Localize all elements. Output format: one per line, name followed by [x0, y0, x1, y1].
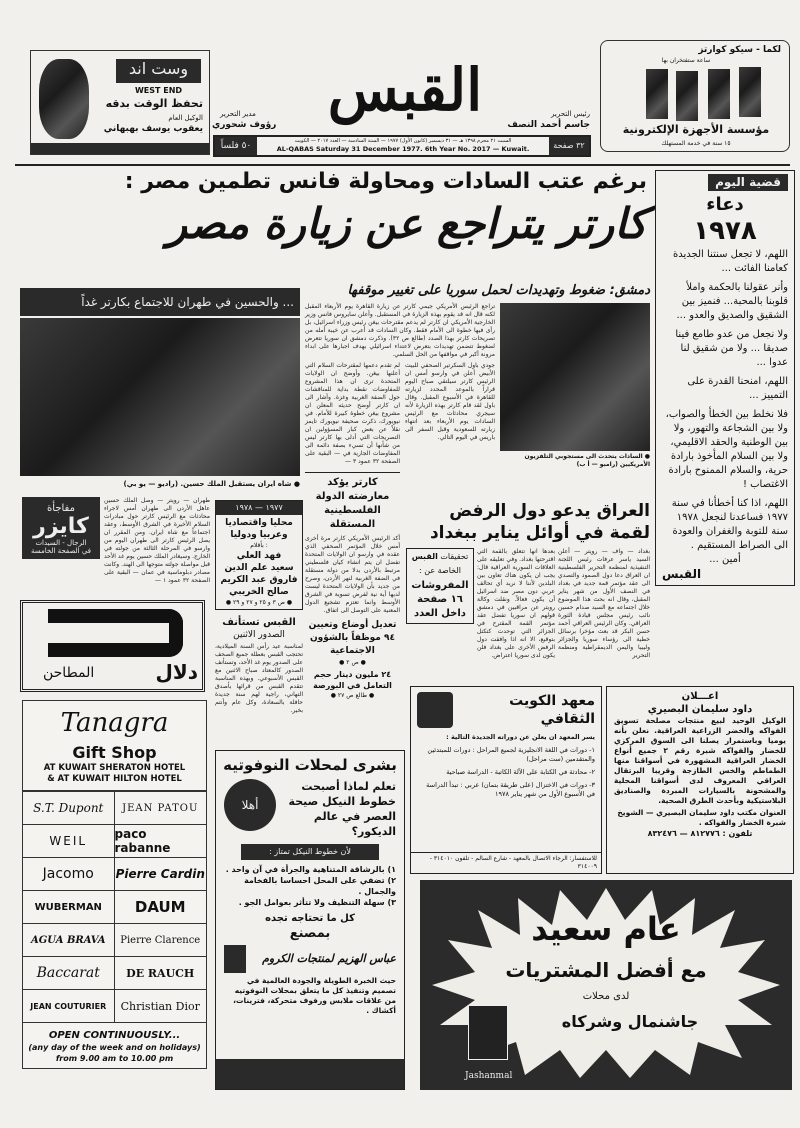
brand-dupont: S.T. Dupont	[23, 791, 115, 824]
notice-name: داود سليمان البصيري	[647, 704, 753, 715]
crown-logo	[224, 945, 246, 973]
today-para: اللهم، اذا كنا أخطأنا في سنة ١٩٧٧ فساعدنا لنجعل ١٩٧٨ سنة للتوبة والغفران والعودة الى الصراط المستقيم .	[671, 498, 788, 551]
dallal-brand: دلال	[155, 660, 198, 684]
editor-in-chief-label: رئيس التحرير	[551, 110, 590, 118]
novotei-point: ٣) سهلة التنظيف ولا تتأثر بعوامل الجو .	[238, 898, 396, 907]
ad-novotei	[215, 750, 405, 1090]
watch-image	[39, 59, 89, 139]
novotei-point: ٢) تضفي على المحل احساسا بالفخامة والجمال .	[244, 876, 396, 896]
shah-hussein-photo	[20, 318, 300, 476]
today-para: وأنر عقولنا بالحكمة واملأ قلوبنا بالمحبة... فنميز بين الشقيق والصديق والعدو ...	[676, 282, 788, 321]
lead-head-block	[15, 168, 647, 252]
date-bar	[213, 135, 591, 157]
institute-intro: يسر المعهد ان يعلن عن دوراته الجديدة التالية :	[446, 733, 595, 741]
price: ٥٠ فلساً	[215, 137, 257, 155]
institute-item: ١- دورات في اللغة الانجليزية لجميع المراحل : دورات للمبتدئين والمتقدمين (ست مراحل)	[427, 746, 595, 763]
ad-kaiser	[22, 497, 100, 559]
review-author: فاروق عبد الكريم	[220, 575, 298, 585]
novotei-question: تعلم لماذا أصبحت خطوط النيكل صيحة العصر في عالم الديكور؟	[288, 780, 396, 838]
brief-ref: ● ص ٢ ●	[339, 659, 366, 666]
sadat-caption: ● السادات يتحدث الى مستجوبي التلفزيون الأمريكيين (رامبو — أ ب)	[524, 453, 650, 468]
hours-1: OPEN CONTINUOUSLY...	[23, 1022, 206, 1042]
iraq-body-1: بغداد — واف — رويتر — أعلن السيد ياسر عرفات رئيس اللجنة التنفيذية لمنظمة التحرير الفلسطينية ان العراق دعا دول الصمود والتصدي الى عقد مؤتمر قمة جديد في بغداد في النصف الأول من شهر يناير المقبل، وقال انه بحث هذا الموضوع خلال اجتماعه مع السيد صدام حسين نائب رئيس مجلس قيادة الثورة العراقي. وكان الرئيس العراقي أحمد حسن البكر قد بعث مؤخرا برسائل خطية الى رؤساء سوريا والجزائر وليبيا واليمن الديمقراطية ومنظمة التحرير	[558, 548, 650, 659]
novotei-factory-row	[216, 942, 404, 973]
brand-jean-patou: JEAN PATOU	[115, 791, 207, 824]
label: تحقيقات	[440, 552, 469, 561]
hussein-caption: ● شاه ايران يستقبل الملك حسين. (راديو — يو بي)	[123, 480, 300, 488]
seiko-tagline: ١٥ سنة في خدمة المستهلك	[661, 140, 731, 147]
date-en: AL-QABAS Saturday 31 December 1977. 6th Year No. 2017 — Kuwait.	[276, 145, 530, 153]
notice-phone: تلفون : ٨١٢٧٧٦ — ٨٣٢٤٧٦	[647, 829, 753, 838]
today-signature: القبس	[662, 567, 702, 581]
iraq-headline-2: لقمة في أوائل يناير ببغداد	[429, 523, 650, 543]
lead-body-3: لم تقدم دعمها لمقترحات السلام التي أعلنها بيغن. وأوضح ان الولايات المتحدة ترى ان هذا المشروع للمفاوضات نقطة بداية للمناقشات حول الضفة الغربية وغزة. وأشار الى ان كارتر أوضح حديثه المعلن ان مشروع بيغن خطوة كبيرة للأمام. في نيويورك، ذكرت صحيفة نيويورك تايمز نقلاً عن بعض كبار المسؤولين ان التصريحات التي أدلى بها كارتر ليس من شأنها أن تسيء بصفة دائمة الى المفاوضات الجارية في — البقية على الصفحة ٣٢ عمود ٣ —	[305, 362, 400, 465]
iraq-block	[405, 500, 650, 660]
notice-address: العنوان مكتب داود سليمان البصيري — الشويخ شبرة الخضار والفواكه .	[617, 808, 786, 827]
novotei-question-row	[216, 775, 404, 839]
jashanmal-at: لدى محلات	[582, 991, 630, 1002]
ad-dallal	[20, 600, 205, 692]
sadat-photo	[500, 303, 650, 451]
hussein-banner: ... والحسين في طهران للاجتماع بكارتر غداً	[20, 288, 300, 316]
institute-item: ٢- محادثة في الكتابة على الآلة الكاتبة - الدراسة صباحية	[446, 768, 595, 776]
brand-weil: WEIL	[23, 824, 115, 857]
contact-bar	[31, 143, 209, 154]
brand-pierre-clarence: Pierre Clarence	[115, 923, 207, 956]
review-author: فهد العلي	[236, 551, 282, 561]
institute-logo	[417, 692, 453, 728]
brand-agua-brava: AGUA BRAVA	[23, 923, 115, 956]
jashanmal-subtitle: مع أفضل المشتريات	[505, 958, 707, 982]
watch-image	[676, 71, 698, 121]
seiko-title: لكما - سيكو كوارتز	[698, 45, 781, 55]
lead-body-1: تراجع الرئيس الأمريكي جيمي كارتر عن زيارة القاهرة يوم الأربعاء المقبل لكنه قال انه قد يقوم بهذه الزيارة في المستقبل. وأعلن سايروس فانس وزير الخارجية الأمريكي ان كارتر لم يدعم مقترحات بيغن رئيس وزراء اسرائيل، بل رأى فيها خطوة الى الأمام فقط. وكان السادات قد أعرب عن خيبة أمله من تصريحات كارتر بهذا الصدد (طالع ص ٣٢). وذكرت دمشق ان سوريا تتعرض لضغوط تتضمن تهديدات بتعرض لاعتداء اسرائيلي بهدف اجبارها على ابداء مرونة أكبر في مواقفها من الحل السلمي.	[305, 303, 495, 358]
lead-kicker: برغم عتب السادات ومحاولة فانس تطمين مصر :	[124, 169, 647, 194]
brief-ref: ● طالع ص ٢٧ ●	[330, 692, 375, 699]
star-badge: أهلا	[224, 779, 276, 831]
institute-item: ٣- دورات في الاختزال (على طريقة بتمان) عربي : تبدأ الدراسة في الأسبوع الأول من شهر يناير ١٩٧٨	[426, 781, 595, 798]
brand-jacomo: Jacomo	[23, 857, 115, 890]
investigations-pages: ١٦ صفحة	[417, 594, 463, 605]
jashanmal-logo: Jashanmal	[465, 1071, 513, 1081]
notice-title: اعـــلان	[681, 691, 719, 702]
brand-grid	[23, 790, 206, 1022]
today-year: ١٩٧٨	[693, 216, 757, 246]
kaiser-name: كايزر	[33, 514, 89, 539]
today-title: دعاء	[706, 194, 744, 215]
tanagra-line-2: & AT KUWAIT HILTON HOTEL	[47, 774, 182, 784]
iraq-headline-1: العراق يدعو دول الرفض	[449, 501, 650, 521]
novotei-find: كل ما تحتاجه تجده	[265, 913, 355, 924]
today-label: قضية اليوم	[708, 174, 788, 191]
kaiser-top: مفاجأة	[47, 503, 75, 514]
kaiser-line: الرجال - السيدات	[35, 539, 87, 547]
review-author: سعيد علم الدين	[224, 563, 294, 573]
today-para: أمين ...	[709, 554, 741, 565]
today-para: فلا نخلط بين الخطأ والصواب، ولا بين الشجاعة والتهور، ولا بين الوطنية والحقد الاقليمي، ولا بين السلام المأخوذ بارادة حرية، والسلام الممنوح بارادة الاغتصاب !	[665, 409, 788, 490]
novotei-at: بمصنع	[289, 926, 331, 941]
novotei-title: بشرى لمحلات النوفوتيه	[223, 756, 397, 774]
novotei-contact-bar	[216, 1059, 404, 1089]
ad-jashanmal	[420, 880, 792, 1090]
hussein-block	[20, 288, 300, 489]
novotei-answer: لأن خطوط النيكل تمتاز :	[241, 844, 379, 860]
novotei-point: ١) بالرشاقة المتناهية والجرأة في آن واحد .	[225, 865, 396, 874]
hours-2: (any day of the week and on holidays)	[28, 1043, 201, 1052]
resume-body: لمناسبة عيد رأس السنة الميلادية، تحتجب القبس بعطلة جميع الصحف على الصدور يوم غد الأحد، وتستأنف الصدور كالمعتاد صباح الاثنين مع القبس الأسبوعي. وبهذه المناسبة تتقدم القبس من قرائها بأصدق التهاني، راجية لهم سنة جديدة حافلة بالسعادة، وكل عام وأنتم بخير.	[215, 643, 303, 714]
investigations-inside: داخل العدد	[414, 608, 466, 619]
agent: يعقوب يوسف بهبهاني	[103, 124, 203, 134]
hours-3: from 9.00 am to 10.00 pm	[55, 1054, 174, 1063]
jashanmal-company: جاشنمال وشركاه	[561, 1012, 699, 1031]
dallal-subtitle: المطاحن	[43, 665, 95, 681]
jashanmal-title: عام سعيد	[531, 910, 681, 948]
review-author: صالح الخريبي	[229, 587, 289, 597]
today-para: اللهم، امنحنا القدرة على التمييز ...	[687, 376, 788, 401]
review-box	[215, 500, 303, 610]
novotei-desc: حيث الخبرة الطويلة والجودة العالمية في تصميم وتنفيذ كل ما يتعلق بمحلات النوفوتيه من علاقات ملابس ورفوف متحركة، فترينات، أكشاك .	[233, 976, 396, 1015]
watch-image	[646, 69, 668, 119]
tanagra-title: Gift Shop	[72, 743, 157, 762]
agent-label: الوكيل العام	[168, 114, 203, 122]
today-para: اللهم، لا تجعل سنتنا الجديدة كعامنا الفائت ...	[673, 249, 788, 274]
resume-verb: تستأنف	[222, 617, 260, 628]
carter-state-body: أكد الرئيس الأمريكي كارتر مرة أخرى أمس خلال المؤتمر الصحفي الذي عقده في وارسو ان الولايات المتحدة تفضل ان يتم انشاء كيان فلسطيني مرتبط بالأردن بدلا من دولة مستقلة في الضفة الغربية لنهر الأردن، وصرح من جديد بأن الولايات المتحدة ليست لديها أية نية لفرض تسوية في الشرق الأوسط وانما تعتزم تشجيع الدول المعنية على التوصل الى اتفاق.	[305, 535, 400, 614]
jashanmal-logo-block	[468, 1005, 508, 1060]
seiko-company: مؤسسة الأجهزة الإلكترونية	[622, 123, 770, 136]
ad-tanagra	[22, 700, 207, 1069]
novotei-factory: عباس الهزيم لمنتجات الكروم	[262, 952, 396, 965]
watch-image	[739, 67, 761, 117]
watch-image	[708, 69, 730, 119]
left-subcolumn	[305, 362, 400, 700]
review-years: ١٩٧٧ — ١٩٧٨	[216, 501, 302, 515]
date-lines	[257, 137, 549, 155]
review-by: بأقلام :	[250, 542, 268, 549]
investigations-head	[407, 551, 473, 562]
brand-jean-couturier: JEAN COUTURIER	[23, 989, 115, 1022]
institute-title: معهد الكويت الثقافي	[509, 693, 595, 727]
resume-title	[215, 616, 303, 629]
investigations-topic: المفروشات	[411, 580, 469, 591]
notice-body: الوكيل الوحيد لبيع منتجات مصلحة تسويق الفواكه والخضر الزراعية العراقية. نعلن بأنه يوميا وباستمرار يصلنا الى السوق المركزي للخضار والفواكه شبرة رقم ٢ جميع أنواع الخضار العراقية المشهورة في أسواقنا منها الطماطم والخس الطازجة وقريبا البرتقال العراقي المعروف لدى أسواقنا المحلية والمشحونة بالسيارات المبردة والصناديق البلاستيكية وبأحدث الطرق الصحية.	[614, 716, 786, 805]
investigations-box	[406, 548, 474, 624]
brand-en: WEST END	[134, 86, 183, 95]
ad-seiko	[600, 40, 790, 152]
brand: القبس	[263, 617, 296, 628]
brand: القبس	[411, 552, 438, 561]
iraq-columns	[405, 548, 650, 660]
managing-editor-label: مدير التحرير	[220, 110, 256, 118]
brand-baccarat: Baccarat	[23, 956, 115, 989]
seiko-subtitle: ساعة ستفتخران بها	[661, 57, 711, 64]
brief-title: تعديل أوضاع وتعيين ٩٤ موظفاً بالشؤون الاجتماعية	[308, 620, 397, 656]
lead-body-2: جودي باول السكرتير الصحفي للبيت الأبيض أعلن في وارسو أمس ان الرئيس كارتر سيلتقي صباح اليوم قراراً بالموعد المحدد لزيارته للقاهرة في الأسبوع المقبل. وقال باول لقد قام كارتر بهذه الزيارة لأنه سيجري محادثات مع الرئيس السادات يوم الأربعاء بعد انتهاء زيارته للسعودية وقبل السفر الى باريس في اليوم التالي.	[405, 362, 495, 441]
brand-paco-rabanne: paco rabanne	[115, 824, 207, 857]
lead-subheadline: دمشق: ضغوط وتهديدات لحمل سوريا على تغيير موقفها	[347, 283, 650, 298]
investigations-line: الخاصة عن :	[419, 566, 461, 575]
review-pages: ● ص ٣ و ٢٥ و ٢٧ و ٢٩ ●	[225, 599, 293, 606]
institute-header	[411, 687, 601, 733]
today-para: ولا نجعل من عدو طامع فينا صديقا ... ولا من شقيق لنا عدوا ...	[675, 329, 788, 368]
dallal-logo-shape	[48, 609, 183, 657]
brand-pierre-cardin: Pierre Cardin	[115, 857, 207, 890]
brand-christian-dior: Christian Dior	[115, 989, 207, 1022]
page-count: ٣٢ صفحة	[549, 137, 589, 155]
masthead-logo: القبس	[327, 56, 483, 124]
date-ar: السبت ٢١ محرم ١٣٩٨ هـ — ٣١ ديسمبر (كانون الأول) ١٩٧٧ — السنة السادسة — العدد ٢٠١٧ — الكويت	[294, 138, 512, 144]
managing-editor: رؤوف شحوري	[212, 120, 277, 130]
brief-title: ٢٤ مليون دينار حجم التعامل في البورصة	[313, 670, 392, 690]
ad-kuwait-institute	[410, 686, 602, 874]
brand-ar: وست اند	[116, 59, 201, 83]
brand-de-rauch: DE RAUCH	[115, 956, 207, 989]
kaiser-page: في الصفحة الخامسة	[30, 547, 92, 555]
review-title: محليا واقتصاديا وعربيا ودوليا	[225, 518, 293, 540]
lead-headline: كارتر يتراجع عن زيارة مصر	[166, 199, 647, 248]
review-resume-block	[215, 500, 303, 715]
hussein-body: طهران — رويتر — وصل الملك حسين عاهل الأردن الى طهران أمس لاجراء محادثات مع الرئيس كارتر حول مبادرات السلام الأخيرة في الشرق الأوسط، وعقد اجتماعاً مع شاه ايران. ومن المقرر ان يصل الرئيس كارتر الى طهران اليوم من وارسو في المرحلة الثالثة من جولته في الخارج. وسيغادر الملك حسين يوم غد الأحد قبل مواصلة جولته متوجها الى الهند. وكانت مصادر دبلوماسية في عمان — البقية على الصفحة ٣٢ عمود ١ —	[104, 497, 210, 584]
slogan: تحفظ الوقت بدقه	[105, 97, 203, 110]
iraq-body-2: بعدها انها تتعلق بالقمة التي اقترحتها بغداد. وفي تعليقه على العلاقات السورية العراقية قال: يجب ان يكون هناك تعاون بين البلدين لأننا لا نريد أي تحالف عربي دون مصر ضد اسرائيل أن يكون فعالاً. ونقلت وكالة رويتر عن مراقبين في دمشق قولهم ان سوريا تفضل عقد مؤتمر القمة المقترح في الجزائر التي توحدت كتكتل بتوقيع، الا انه اذا وافقت دول الرفض الأخرى على بغداد فلن يكون لدى سوريا اعتراض.	[477, 548, 555, 659]
ad-notice	[606, 686, 794, 874]
resume-subtitle: الصدور الاثنين	[233, 630, 285, 640]
brand-daum: DAUM	[115, 890, 207, 923]
ad-west-end	[30, 50, 210, 155]
institute-contact: للاستفسار: الرجاء الاتصال بالمعهد - شارع السالم - تلفون ٣١٤٠١٠ - ٣١٤٠٠٩	[411, 852, 601, 873]
divider	[15, 164, 790, 166]
carter-state-title: كارتر يؤكد معارضته الدولة الفلسطينية المستقلة	[305, 472, 400, 532]
editor-in-chief: جاسم أحمد النصف	[507, 120, 590, 130]
brand-wuberman: WUBERMAN	[23, 890, 115, 923]
today-column	[655, 170, 795, 586]
sadat-photo-block	[500, 303, 650, 469]
tanagra-logo: Tanagra	[60, 708, 169, 738]
tanagra-line-1: AT KUWAIT SHERATON HOTEL	[43, 763, 186, 773]
